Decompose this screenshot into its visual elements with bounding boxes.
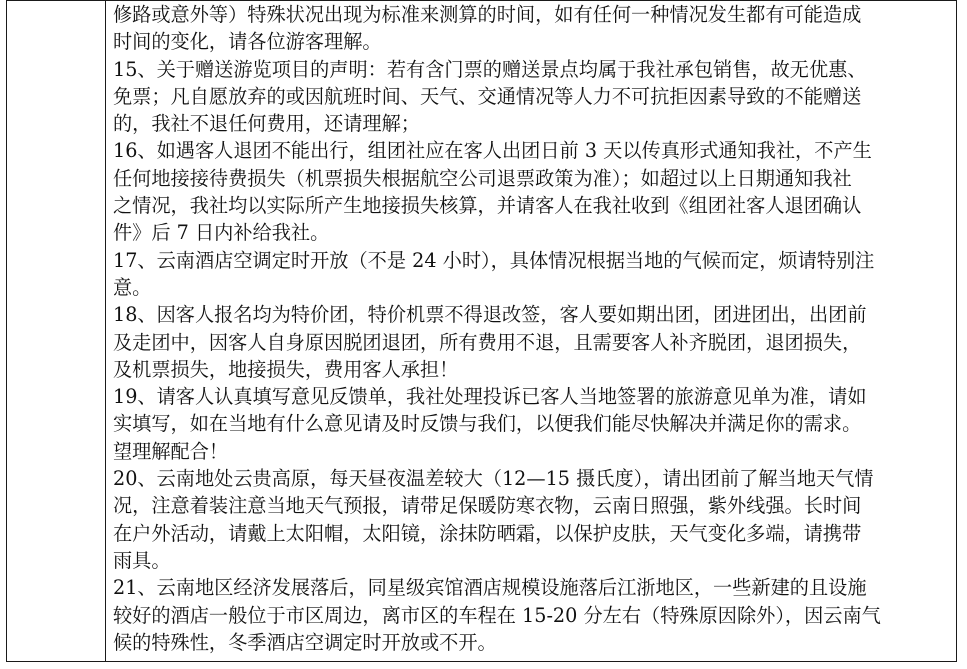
- text-line: 16、如遇客人退团不能出行，组团社应在客人出团日前 3 天以传真形式通知我社，不产生: [113, 139, 872, 163]
- text-line: 况，注意着装注意当地天气预报，请带足保暖防寒衣物，云南日照强，紫外线强。长时间: [113, 494, 862, 518]
- table-left-column: [7, 1, 106, 662]
- text-line: 21、云南地区经济发展落后，同星级宾馆酒店规模设施落后江浙地区，一些新建的且设施: [113, 576, 867, 600]
- text-line: 17、云南酒店空调定时开放（不是 24 小时），具体情况根据当地的气候而定，烦请特别注: [113, 248, 875, 272]
- terms-text-block: [113, 1, 952, 656]
- text-line: 候的特殊性，冬季酒店空调定时开放或不开。: [113, 630, 497, 654]
- text-line: 修路或意外等）特殊状况出现为标准来测算的时间，如有任何一种情况发生都有可能造成: [113, 3, 862, 26]
- text-line: 件》后 7 日内补给我社。: [113, 221, 330, 245]
- terms-content-cell: [106, 1, 957, 662]
- terms-table: [6, 0, 957, 662]
- text-line: 之情况，我社均以实际所产生地接损失核算，并请客人在我社收到《组团社客人退团确认: [113, 194, 862, 218]
- text-line: 20、云南地处云贵高原，每天昼夜温差较大（12—15 摄氏度），请出团前了解当地天气情: [113, 467, 874, 491]
- text-line: 19、请客人认真填写意见反馈单，我社处理投诉已客人当地签署的旅游意见单为准，请如: [113, 385, 867, 409]
- text-line: 望理解配合！: [113, 439, 229, 463]
- text-line: 免票；凡自愿放弃的或因航班时间、天气、交通情况等人力不可抗拒因素导致的不能赠送: [113, 84, 862, 108]
- text-line: 雨具。: [113, 548, 171, 572]
- text-line: 实填写，如在当地有什么意见请及时反馈与我们，以便我们能尽快解决并满足你的需求。: [113, 412, 862, 436]
- text-line: 及机票损失，地接损失，费用客人承担！: [113, 357, 459, 381]
- text-line: 较好的酒店一般位于市区周边，离市区的车程在 15-20 分左右（特殊原因除外），因云南气: [113, 603, 881, 627]
- text-line: 任何地接接待费损失（机票损失根据航空公司退票政策为准）；如超过以上日期通知我社: [113, 166, 852, 190]
- text-line: 时间的变化，请各位游客理解。: [113, 30, 382, 54]
- text-line: 及走团中，因客人自身原因脱团退团，所有费用不退，且需要客人补齐脱团，退团损失，: [113, 330, 862, 354]
- text-line: 18、因客人报名均为特价团，特价机票不得退改签，客人要如期出团，团进团出，出团前: [113, 303, 867, 327]
- table-row: [7, 1, 957, 662]
- text-line: 15、关于赠送游览项目的声明：若有含门票的赠送景点均属于我社承包销售，故无优惠、: [113, 57, 867, 81]
- text-line: 的，我社不退任何费用，还请理解；: [113, 112, 420, 136]
- text-line: 在户外活动，请戴上太阳帽，太阳镜，涂抹防晒霜，以保护皮肤，天气变化多端，请携带: [113, 521, 862, 545]
- text-line: 意。: [113, 275, 152, 299]
